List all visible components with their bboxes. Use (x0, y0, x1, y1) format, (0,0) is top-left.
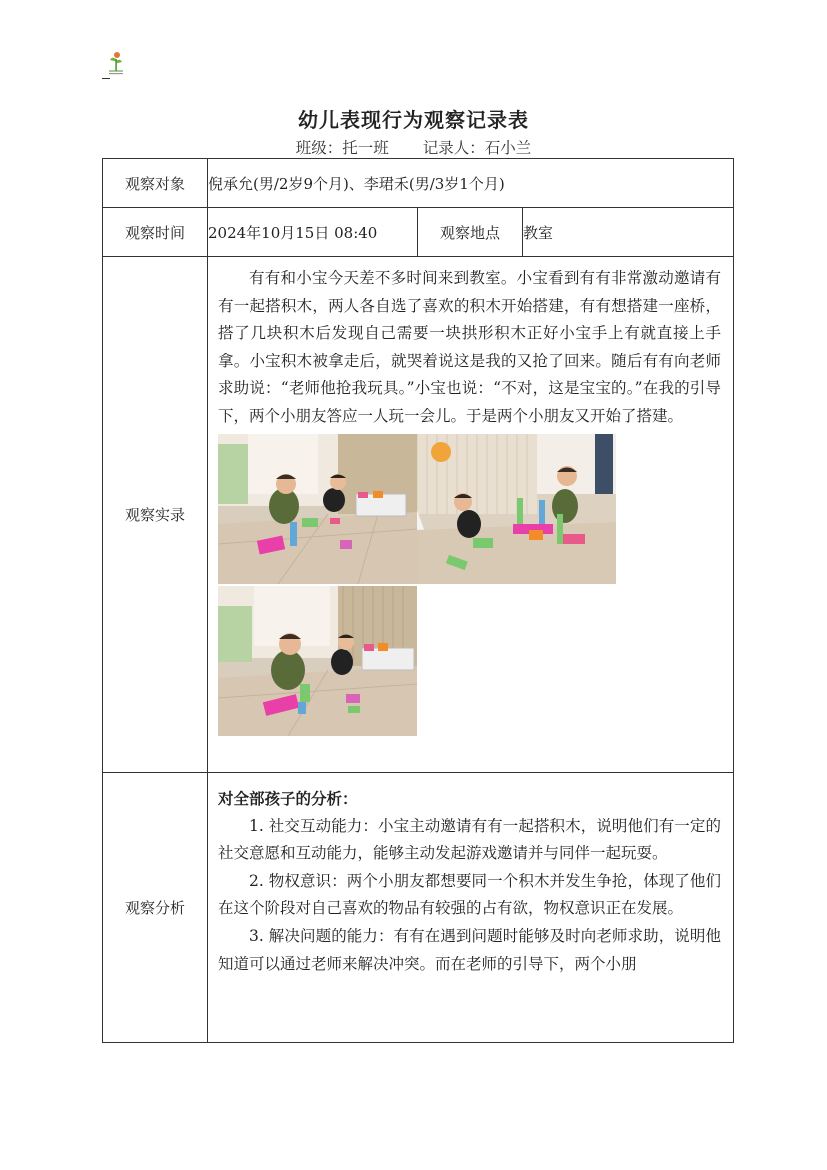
observation-table (102, 158, 734, 1043)
recorder-label: 记录人：石小兰 (422, 139, 532, 157)
observation-photo-3 (218, 586, 417, 736)
record-text: 有有和小宝今天差不多时间来到教室。小宝看到有有非常激动邀请有有一起搭积木，两人各自选了喜欢的积木开始搭建，有有想搭建一座桥，搭了几块积木后发现自己需要一块拱形积木正好小宝手上有就直接上手拿。小宝积木被拿走后，就哭着说这是我的又抢了回来。随后有有向老师求助说：“老师他抢我玩具。”小宝也说：“不对，这是宝宝的。”在我的引导下，两个小朋友答应一人玩一会儿。于是两个小朋友又开始了搭建。 (218, 269, 721, 425)
page-subtitle (0, 136, 827, 158)
page-title: 幼儿表现行为观察记录表 (298, 108, 529, 132)
place-label: 观察地点 (418, 208, 523, 257)
analysis-content (208, 773, 733, 1041)
time-label: 观察时间 (103, 208, 208, 257)
observation-photo-2 (417, 434, 616, 584)
analysis-row (103, 773, 734, 1043)
record-label: 观察实录 (103, 257, 208, 773)
analysis-heading: 对全部孩子的分析： (218, 789, 358, 808)
analysis-item-3: 3. 解决问题的能力：有有在遇到问题时能够及时向老师求助，说明他知道可以通过老师来解决冲突。而在老师的引导下，两个小朋 (218, 926, 721, 973)
subject-row (103, 159, 734, 208)
analysis-item-1: 1. 社交互动能力：小宝主动邀请有有一起搭积木，说明他们有一定的社交意愿和互动能力，能够主动发起游戏邀请并与同伴一起玩耍。 (218, 816, 721, 863)
place-value: 教室 (523, 208, 734, 257)
subject-label: 观察对象 (103, 159, 208, 208)
analysis-item-2: 2. 物权意识：两个小朋友都想要同一个积木并发生争抢，体现了他们在这个阶段对自己喜欢的物品有较强的占有欲，物权意识正在发展。 (218, 871, 721, 918)
time-value: 2024年10月15日 08:40 (208, 208, 418, 257)
record-row (103, 257, 734, 773)
analysis-cell (208, 773, 734, 1043)
photo-grid (218, 434, 733, 742)
observation-photo-1 (218, 434, 417, 584)
analysis-label: 观察分析 (103, 773, 208, 1043)
header-rule (102, 78, 110, 79)
record-cell (208, 257, 734, 773)
time-row (103, 208, 734, 257)
subject-value: 倪承允(男/2岁9个月)、李珺禾(男/3岁1个月) (208, 159, 734, 208)
class-label: 班级：托一班 (295, 139, 389, 157)
school-logo-icon (104, 50, 128, 78)
